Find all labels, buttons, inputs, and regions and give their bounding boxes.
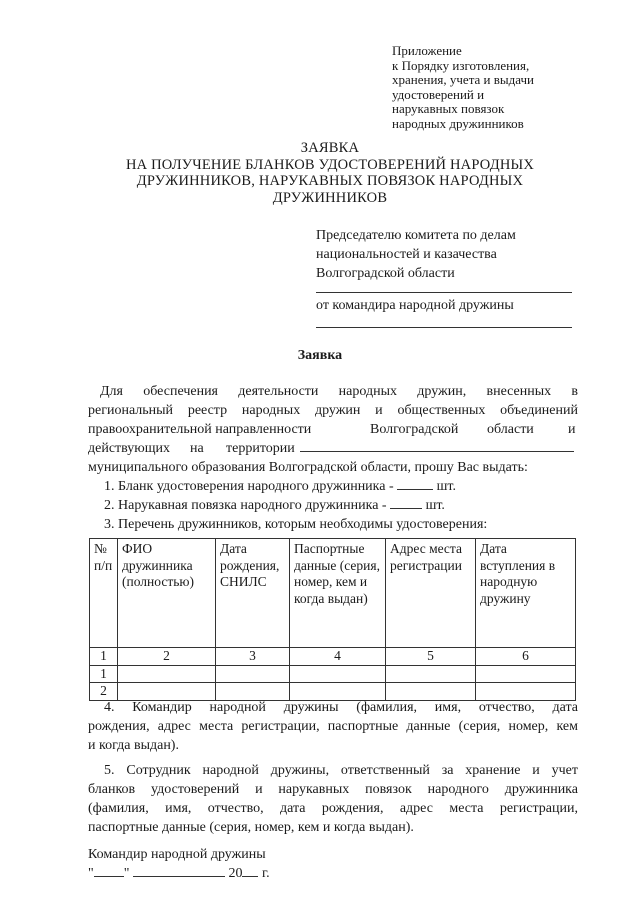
- index-cell: 3: [216, 648, 290, 666]
- item-1-quantity-blank: [397, 477, 433, 490]
- intro-line-3b: Волгоградской: [370, 422, 459, 437]
- row-number-cell: 2: [90, 683, 118, 701]
- item-2-unit: шт.: [425, 498, 445, 513]
- table-index-row: [90, 648, 576, 666]
- header-cell-join-date: Дата вступления в народную дружину: [476, 539, 576, 648]
- intro-line-4b: на: [190, 441, 204, 456]
- table-cell[interactable]: [386, 665, 476, 683]
- date-year-prefix: 20: [228, 866, 243, 881]
- item-1-label: 1. Бланк удостоверения народного дружинника -: [104, 479, 394, 494]
- index-cell: 1: [90, 648, 118, 666]
- table-cell[interactable]: [476, 665, 576, 683]
- signature-date: [88, 864, 270, 883]
- intro-line-1: Для обеспечения деятельности народных дружин, внесенных в: [100, 384, 578, 399]
- table-cell[interactable]: [118, 665, 216, 683]
- title-line: ДРУЖИННИКОВ, НАРУКАВНЫХ ПОВЯЗОК НАРОДНЫХ: [136, 173, 524, 189]
- members-table: [89, 538, 576, 701]
- appendix-line: нарукавных повязок: [392, 101, 505, 116]
- commander-blank-line: [316, 327, 572, 328]
- table-cell[interactable]: [290, 665, 386, 683]
- intro-line-2: региональный реестр народных дружин и общественных объединений: [88, 403, 578, 418]
- para-5-line-1: 5. Сотрудник народной дружины, ответственный за хранение и учет: [104, 763, 578, 778]
- section-subtitle: Заявка: [297, 348, 343, 363]
- intro-line-4a: действующих: [88, 441, 171, 456]
- item-2-quantity-blank: [390, 496, 422, 509]
- date-day-blank: [94, 864, 124, 877]
- intro-line-3d: и: [568, 422, 576, 437]
- table-header-row: [90, 539, 576, 648]
- index-cell: 6: [476, 648, 576, 666]
- item-2: [104, 496, 445, 515]
- table-cell[interactable]: [216, 665, 290, 683]
- item-3: 3. Перечень дружинников, которым необходимы удостоверения:: [104, 517, 488, 532]
- appendix-line: к Порядку изготовления,: [392, 57, 530, 73]
- para-5-line-2: бланков удостоверений и нарукавных повязок народного дружинника: [88, 782, 578, 797]
- para-4-line-3: и когда выдан).: [88, 738, 179, 753]
- addressee-block: [316, 226, 576, 283]
- date-month-blank: [133, 864, 225, 877]
- document-title: [60, 140, 600, 206]
- table-row: [90, 665, 576, 683]
- header-cell-passport: Паспортные данные (серия, номер, кем и когда выдан): [290, 539, 386, 648]
- appendix-line: народных дружинников: [392, 115, 524, 131]
- appendix-note: [392, 44, 632, 131]
- intro-line-4c: территории: [226, 441, 295, 456]
- para-5-line-4: паспортные данные (серия, номер, кем и когда выдан).: [88, 820, 414, 835]
- appendix-line: удостоверений и: [392, 86, 485, 102]
- intro-line-5: муниципального образования Волгоградской области, прошу Вас выдать:: [88, 460, 528, 475]
- title-line: НА ПОЛУЧЕНИЕ БЛАНКОВ УДОСТОВЕРЕНИЙ НАРОДНЫХ: [125, 156, 535, 173]
- para-4-line-1: 4. Командир народной дружины (фамилия, имя, отчество, дата: [104, 700, 578, 715]
- date-quote-open: ": [88, 866, 94, 881]
- item-1-unit: шт.: [436, 479, 456, 494]
- item-1: [104, 477, 456, 496]
- intro-line-3c: области: [487, 422, 534, 437]
- index-cell: 2: [118, 648, 216, 666]
- para-5-line-3: (фамилия, имя, отчество, дата рождения, адрес места регистрации,: [88, 801, 578, 816]
- para-4-line-2: рождения, адрес места регистрации, паспортные данные (серия, номер, кем: [88, 719, 578, 734]
- title-line: ДРУЖИННИКОВ: [272, 189, 388, 206]
- addressee-line: национальностей и казачества: [316, 247, 497, 262]
- header-cell-name: ФИО дружинника (полностью): [118, 539, 216, 648]
- appendix-line: Приложение: [392, 43, 462, 58]
- addressee-line: Председателю комитета по делам: [316, 228, 516, 243]
- territory-blank-line: [300, 451, 574, 452]
- commander-signature-label: Командир народной дружины: [88, 847, 266, 862]
- row-number-cell: 1: [90, 665, 118, 683]
- index-cell: 4: [290, 648, 386, 666]
- date-year-suffix: г.: [261, 866, 270, 881]
- from-commander-label: от командира народной дружины: [316, 298, 514, 313]
- intro-line-3a: правоохранительной направленности: [88, 422, 312, 437]
- addressee-line: Волгоградской области: [316, 266, 455, 281]
- header-cell-address: Адрес места регистрации: [386, 539, 476, 648]
- appendix-line: хранения, учета и выдачи: [392, 72, 534, 87]
- item-2-label: 2. Нарукавная повязка народного дружинника -: [104, 498, 387, 513]
- header-cell-birthdate: Дата рождения, СНИЛС: [216, 539, 290, 648]
- date-year-blank: [242, 864, 258, 877]
- date-quote-close: ": [123, 866, 130, 881]
- header-cell-number: № п/п: [90, 539, 118, 648]
- index-cell: 5: [386, 648, 476, 666]
- addressee-blank-line: [316, 292, 572, 293]
- title-line: ЗАЯВКА: [300, 140, 360, 156]
